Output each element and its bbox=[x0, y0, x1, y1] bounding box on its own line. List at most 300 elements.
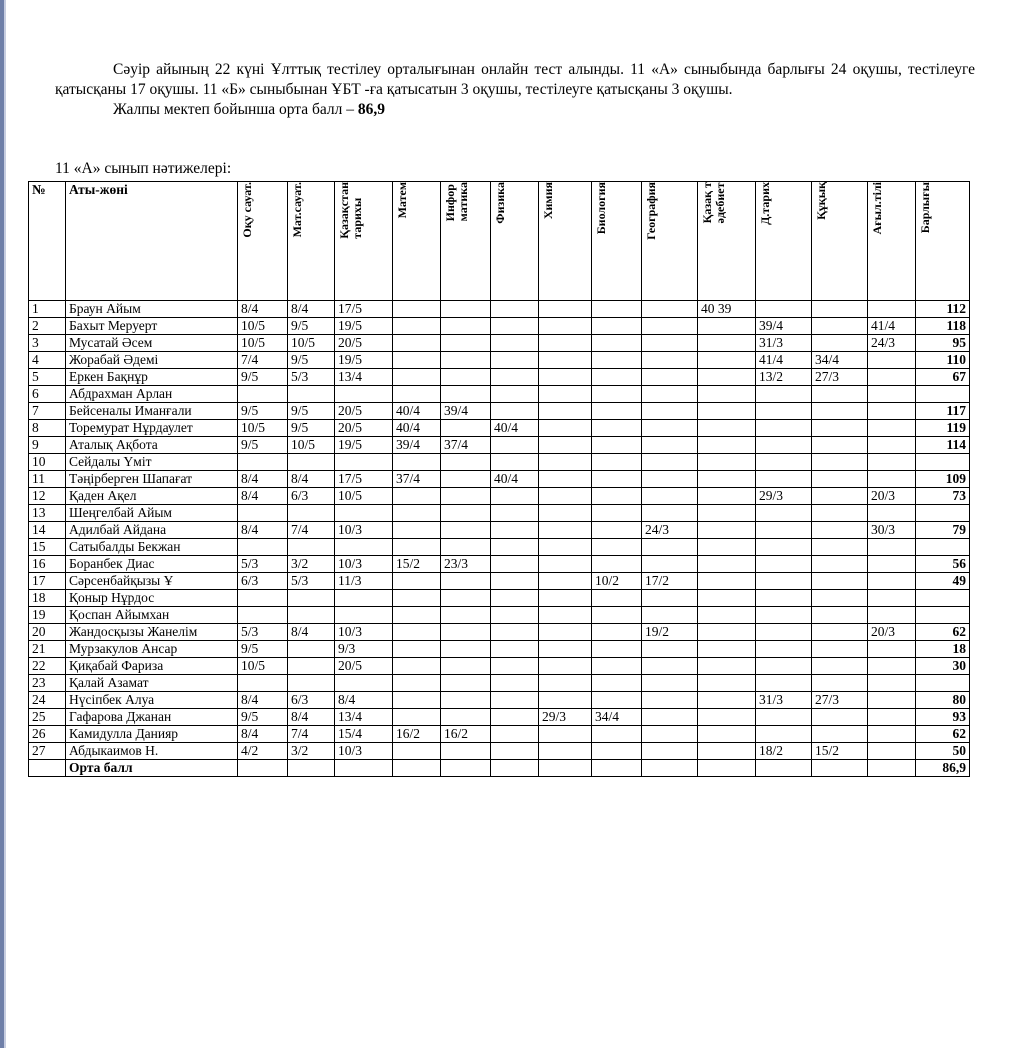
subject-score bbox=[393, 590, 441, 607]
subject-score bbox=[868, 641, 916, 658]
subject-score bbox=[756, 641, 812, 658]
subject-score bbox=[393, 573, 441, 590]
subject-score: 17/2 bbox=[642, 573, 698, 590]
subject-score bbox=[238, 607, 288, 624]
table-row bbox=[29, 590, 970, 607]
subject-score bbox=[698, 624, 756, 641]
column-header bbox=[868, 182, 916, 301]
row-number: 20 bbox=[29, 624, 66, 641]
subject-score bbox=[491, 658, 539, 675]
subject-score bbox=[592, 454, 642, 471]
table-row bbox=[29, 437, 970, 454]
subject-score bbox=[812, 488, 868, 505]
subject-score: 9/5 bbox=[288, 318, 335, 335]
subject-score: 40/4 bbox=[491, 420, 539, 437]
student-name: Аталық Ақбота bbox=[66, 437, 238, 454]
subject-score bbox=[441, 420, 491, 437]
subject-score bbox=[539, 403, 592, 420]
subject-score: 6/3 bbox=[288, 692, 335, 709]
subject-score bbox=[491, 590, 539, 607]
subject-score bbox=[539, 420, 592, 437]
subject-score bbox=[592, 335, 642, 352]
student-name: Абдыкаимов Н. bbox=[66, 743, 238, 760]
total-score bbox=[916, 675, 970, 692]
total-score: 50 bbox=[916, 743, 970, 760]
student-name: Адилбай Айдана bbox=[66, 522, 238, 539]
student-name: Нүсіпбек Алуа bbox=[66, 692, 238, 709]
subject-score: 10/5 bbox=[288, 335, 335, 352]
subject-score bbox=[698, 437, 756, 454]
table-row bbox=[29, 403, 970, 420]
column-header-label: Мат.сауат. bbox=[290, 182, 304, 238]
subject-score bbox=[812, 556, 868, 573]
subject-score: 13/4 bbox=[335, 709, 393, 726]
subject-score: 11/3 bbox=[335, 573, 393, 590]
subject-score: 3/2 bbox=[288, 556, 335, 573]
column-header: № bbox=[29, 182, 66, 301]
row-number: 23 bbox=[29, 675, 66, 692]
row-number: 14 bbox=[29, 522, 66, 539]
column-header-label: Ағыл.тілі bbox=[870, 182, 884, 235]
table-row bbox=[29, 709, 970, 726]
subject-score bbox=[812, 573, 868, 590]
subject-score bbox=[491, 675, 539, 692]
subject-score bbox=[592, 590, 642, 607]
row-number: 26 bbox=[29, 726, 66, 743]
total-score: 86,9 bbox=[916, 760, 970, 777]
subject-score bbox=[441, 522, 491, 539]
subject-score bbox=[393, 539, 441, 556]
subject-score: 34/4 bbox=[812, 352, 868, 369]
subject-score bbox=[698, 505, 756, 522]
subject-score bbox=[491, 743, 539, 760]
subject-score bbox=[592, 352, 642, 369]
subject-score: 7/4 bbox=[238, 352, 288, 369]
subject-score bbox=[698, 556, 756, 573]
subject-score bbox=[698, 420, 756, 437]
subject-score bbox=[592, 522, 642, 539]
subject-score: 40/4 bbox=[491, 471, 539, 488]
subject-score bbox=[812, 301, 868, 318]
student-name: Камидулла Данияр bbox=[66, 726, 238, 743]
subject-score bbox=[491, 726, 539, 743]
subject-score bbox=[238, 760, 288, 777]
subject-score bbox=[642, 505, 698, 522]
subject-score: 10/5 bbox=[335, 488, 393, 505]
subject-score bbox=[539, 743, 592, 760]
subject-score bbox=[756, 437, 812, 454]
subject-score bbox=[539, 624, 592, 641]
subject-score bbox=[642, 318, 698, 335]
row-number: 4 bbox=[29, 352, 66, 369]
subject-score: 8/4 bbox=[288, 624, 335, 641]
subject-score bbox=[539, 335, 592, 352]
subject-score bbox=[441, 658, 491, 675]
subject-score bbox=[441, 301, 491, 318]
subject-score bbox=[441, 573, 491, 590]
subject-score bbox=[393, 624, 441, 641]
subject-score: 34/4 bbox=[592, 709, 642, 726]
subject-score bbox=[698, 590, 756, 607]
subject-score bbox=[491, 556, 539, 573]
subject-score bbox=[288, 607, 335, 624]
subject-score bbox=[491, 352, 539, 369]
subject-score bbox=[868, 573, 916, 590]
row-number: 5 bbox=[29, 369, 66, 386]
subject-score bbox=[812, 675, 868, 692]
subject-score bbox=[642, 335, 698, 352]
subject-score: 8/4 bbox=[238, 522, 288, 539]
table-row bbox=[29, 369, 970, 386]
total-score: 117 bbox=[916, 403, 970, 420]
subject-score bbox=[539, 675, 592, 692]
subject-score bbox=[812, 420, 868, 437]
subject-score bbox=[335, 454, 393, 471]
column-header bbox=[539, 182, 592, 301]
subject-score bbox=[491, 488, 539, 505]
row-number: 6 bbox=[29, 386, 66, 403]
subject-score: 3/2 bbox=[288, 743, 335, 760]
subject-score bbox=[491, 522, 539, 539]
subject-score bbox=[441, 488, 491, 505]
subject-score bbox=[756, 403, 812, 420]
total-score: 62 bbox=[916, 726, 970, 743]
subject-score bbox=[698, 318, 756, 335]
subject-score bbox=[642, 352, 698, 369]
subject-score: 10/5 bbox=[238, 658, 288, 675]
table-row bbox=[29, 471, 970, 488]
subject-score bbox=[812, 403, 868, 420]
row-number: 13 bbox=[29, 505, 66, 522]
subject-score bbox=[868, 590, 916, 607]
subject-score: 37/4 bbox=[393, 471, 441, 488]
subject-score bbox=[756, 556, 812, 573]
subject-score: 9/5 bbox=[288, 352, 335, 369]
subject-score bbox=[592, 556, 642, 573]
subject-score bbox=[539, 641, 592, 658]
subject-score bbox=[441, 590, 491, 607]
total-score: 93 bbox=[916, 709, 970, 726]
subject-score bbox=[868, 692, 916, 709]
intro-text-block bbox=[55, 60, 975, 120]
subject-score bbox=[868, 420, 916, 437]
subject-score: 31/3 bbox=[756, 692, 812, 709]
subject-score bbox=[868, 386, 916, 403]
subject-score bbox=[642, 454, 698, 471]
total-score bbox=[916, 539, 970, 556]
subject-score bbox=[756, 386, 812, 403]
subject-score bbox=[393, 760, 441, 777]
subject-score bbox=[592, 386, 642, 403]
column-header bbox=[393, 182, 441, 301]
subject-score: 10/3 bbox=[335, 624, 393, 641]
subject-score bbox=[441, 743, 491, 760]
subject-score bbox=[441, 505, 491, 522]
subject-score: 40/4 bbox=[393, 403, 441, 420]
table-row bbox=[29, 658, 970, 675]
table-header bbox=[29, 182, 970, 301]
subject-score bbox=[539, 590, 592, 607]
subject-score: 31/3 bbox=[756, 335, 812, 352]
subject-score bbox=[393, 369, 441, 386]
column-header-label: Қазақ т әдебиет bbox=[700, 182, 727, 224]
subject-score bbox=[698, 335, 756, 352]
subject-score: 27/3 bbox=[812, 692, 868, 709]
subject-score bbox=[812, 590, 868, 607]
subject-score bbox=[868, 607, 916, 624]
subject-score bbox=[491, 692, 539, 709]
subject-score: 24/3 bbox=[868, 335, 916, 352]
table-row bbox=[29, 641, 970, 658]
subject-score: 8/4 bbox=[238, 471, 288, 488]
subject-score bbox=[592, 505, 642, 522]
subject-score bbox=[756, 539, 812, 556]
subject-score bbox=[238, 539, 288, 556]
subject-score bbox=[491, 403, 539, 420]
subject-score bbox=[868, 726, 916, 743]
student-name: Торемурат Нұрдаулет bbox=[66, 420, 238, 437]
total-score: 73 bbox=[916, 488, 970, 505]
subject-score bbox=[441, 386, 491, 403]
column-header bbox=[592, 182, 642, 301]
table-row bbox=[29, 335, 970, 352]
subject-score bbox=[812, 658, 868, 675]
subject-score bbox=[335, 505, 393, 522]
subject-score bbox=[393, 488, 441, 505]
subject-score bbox=[491, 386, 539, 403]
subject-score bbox=[539, 318, 592, 335]
subject-score bbox=[393, 386, 441, 403]
subject-score bbox=[335, 607, 393, 624]
column-header bbox=[238, 182, 288, 301]
subject-score bbox=[812, 726, 868, 743]
subject-score bbox=[491, 607, 539, 624]
subject-score bbox=[756, 709, 812, 726]
subject-score bbox=[698, 386, 756, 403]
subject-score bbox=[812, 624, 868, 641]
subject-score bbox=[756, 675, 812, 692]
subject-score bbox=[393, 318, 441, 335]
subject-score bbox=[698, 675, 756, 692]
table-row bbox=[29, 607, 970, 624]
subject-score: 8/4 bbox=[335, 692, 393, 709]
subject-score bbox=[335, 539, 393, 556]
subject-score bbox=[441, 675, 491, 692]
subject-score: 15/2 bbox=[393, 556, 441, 573]
subject-score: 39/4 bbox=[441, 403, 491, 420]
subject-score bbox=[812, 318, 868, 335]
total-score bbox=[916, 386, 970, 403]
row-number: 25 bbox=[29, 709, 66, 726]
subject-score bbox=[642, 590, 698, 607]
subject-score bbox=[335, 590, 393, 607]
subject-score: 20/3 bbox=[868, 488, 916, 505]
subject-score bbox=[868, 437, 916, 454]
column-header-label: Оқу сауат. bbox=[240, 182, 254, 238]
subject-score: 19/2 bbox=[642, 624, 698, 641]
subject-score: 23/3 bbox=[441, 556, 491, 573]
subject-score bbox=[756, 658, 812, 675]
subject-score: 8/4 bbox=[238, 726, 288, 743]
subject-score bbox=[868, 454, 916, 471]
subject-score: 4/2 bbox=[238, 743, 288, 760]
subject-score bbox=[393, 352, 441, 369]
total-score: 49 bbox=[916, 573, 970, 590]
total-score bbox=[916, 607, 970, 624]
student-name: Қаден Ақел bbox=[66, 488, 238, 505]
subject-score: 39/4 bbox=[393, 437, 441, 454]
subject-score: 9/5 bbox=[288, 403, 335, 420]
subject-score bbox=[393, 335, 441, 352]
subject-score: 29/3 bbox=[539, 709, 592, 726]
subject-score bbox=[868, 352, 916, 369]
subject-score bbox=[698, 369, 756, 386]
subject-score bbox=[491, 454, 539, 471]
row-number: 2 bbox=[29, 318, 66, 335]
subject-score bbox=[698, 658, 756, 675]
subject-score bbox=[756, 607, 812, 624]
column-header-label: Қазақстан тарихы bbox=[337, 182, 364, 239]
subject-score bbox=[756, 573, 812, 590]
subject-score: 9/5 bbox=[238, 369, 288, 386]
student-name: Еркен Бақнұр bbox=[66, 369, 238, 386]
subject-score: 17/5 bbox=[335, 471, 393, 488]
subject-score bbox=[756, 590, 812, 607]
subject-score bbox=[592, 369, 642, 386]
subject-score bbox=[868, 760, 916, 777]
table-row bbox=[29, 675, 970, 692]
subject-score: 10/5 bbox=[238, 318, 288, 335]
subject-score bbox=[592, 743, 642, 760]
subject-score bbox=[539, 726, 592, 743]
total-score: 67 bbox=[916, 369, 970, 386]
row-number: 22 bbox=[29, 658, 66, 675]
student-name: Қалай Азамат bbox=[66, 675, 238, 692]
subject-score bbox=[238, 386, 288, 403]
subject-score: 10/5 bbox=[238, 335, 288, 352]
total-score: 62 bbox=[916, 624, 970, 641]
total-score: 80 bbox=[916, 692, 970, 709]
subject-score bbox=[335, 760, 393, 777]
subject-score: 19/5 bbox=[335, 318, 393, 335]
subject-score: 8/4 bbox=[288, 471, 335, 488]
subject-score bbox=[393, 505, 441, 522]
total-score bbox=[916, 590, 970, 607]
subject-score bbox=[441, 318, 491, 335]
subject-score bbox=[756, 454, 812, 471]
subject-score bbox=[539, 471, 592, 488]
table-row bbox=[29, 454, 970, 471]
row-number: 11 bbox=[29, 471, 66, 488]
subject-score bbox=[238, 505, 288, 522]
subject-score: 5/3 bbox=[288, 369, 335, 386]
subject-score bbox=[393, 301, 441, 318]
subject-score bbox=[642, 386, 698, 403]
subject-score: 8/4 bbox=[238, 301, 288, 318]
subject-score bbox=[592, 301, 642, 318]
subject-score bbox=[539, 352, 592, 369]
subject-score: 20/5 bbox=[335, 658, 393, 675]
row-number: 18 bbox=[29, 590, 66, 607]
subject-score bbox=[642, 301, 698, 318]
subject-score: 19/5 bbox=[335, 352, 393, 369]
column-header bbox=[335, 182, 393, 301]
student-name: Гафарова Джанан bbox=[66, 709, 238, 726]
subject-score: 9/5 bbox=[238, 437, 288, 454]
student-name: Сәрсенбайқызы Ұ bbox=[66, 573, 238, 590]
student-name: Сатыбалды Бекжан bbox=[66, 539, 238, 556]
student-name: Тәңірберген Шапағат bbox=[66, 471, 238, 488]
subject-score bbox=[642, 743, 698, 760]
row-number: 3 bbox=[29, 335, 66, 352]
subject-score bbox=[698, 471, 756, 488]
subject-score bbox=[491, 760, 539, 777]
subject-score bbox=[868, 369, 916, 386]
total-score: 114 bbox=[916, 437, 970, 454]
subject-score bbox=[393, 692, 441, 709]
subject-score bbox=[812, 607, 868, 624]
subject-score bbox=[238, 454, 288, 471]
subject-score bbox=[698, 641, 756, 658]
subject-score bbox=[592, 658, 642, 675]
subject-score: 37/4 bbox=[441, 437, 491, 454]
row-number: 19 bbox=[29, 607, 66, 624]
student-name: Мусатай Әсем bbox=[66, 335, 238, 352]
results-table bbox=[28, 181, 970, 777]
subject-score bbox=[539, 386, 592, 403]
total-score: 109 bbox=[916, 471, 970, 488]
subject-score bbox=[642, 539, 698, 556]
subject-score bbox=[491, 318, 539, 335]
subject-score bbox=[642, 658, 698, 675]
subject-score bbox=[642, 641, 698, 658]
subject-score bbox=[539, 607, 592, 624]
subject-score bbox=[592, 437, 642, 454]
total-score: 79 bbox=[916, 522, 970, 539]
subject-score bbox=[698, 692, 756, 709]
subject-score bbox=[441, 454, 491, 471]
subject-score bbox=[592, 692, 642, 709]
subject-score bbox=[288, 454, 335, 471]
subject-score bbox=[642, 403, 698, 420]
subject-score bbox=[698, 539, 756, 556]
table-row bbox=[29, 505, 970, 522]
table-row bbox=[29, 743, 970, 760]
subject-score bbox=[812, 522, 868, 539]
subject-score bbox=[756, 522, 812, 539]
student-name: Жандосқызы Жанелім bbox=[66, 624, 238, 641]
subject-score bbox=[592, 318, 642, 335]
subject-score bbox=[592, 488, 642, 505]
subject-score bbox=[491, 505, 539, 522]
subject-score bbox=[441, 607, 491, 624]
subject-score bbox=[756, 760, 812, 777]
subject-score bbox=[592, 539, 642, 556]
column-header bbox=[812, 182, 868, 301]
subject-score: 9/5 bbox=[238, 709, 288, 726]
column-header bbox=[698, 182, 756, 301]
column-header bbox=[642, 182, 698, 301]
subject-score: 17/5 bbox=[335, 301, 393, 318]
subject-score: 20/5 bbox=[335, 420, 393, 437]
subject-score bbox=[288, 760, 335, 777]
subject-score: 9/5 bbox=[288, 420, 335, 437]
subject-score bbox=[812, 437, 868, 454]
subject-score bbox=[288, 675, 335, 692]
subject-score bbox=[393, 658, 441, 675]
total-score: 56 bbox=[916, 556, 970, 573]
subject-score bbox=[698, 709, 756, 726]
